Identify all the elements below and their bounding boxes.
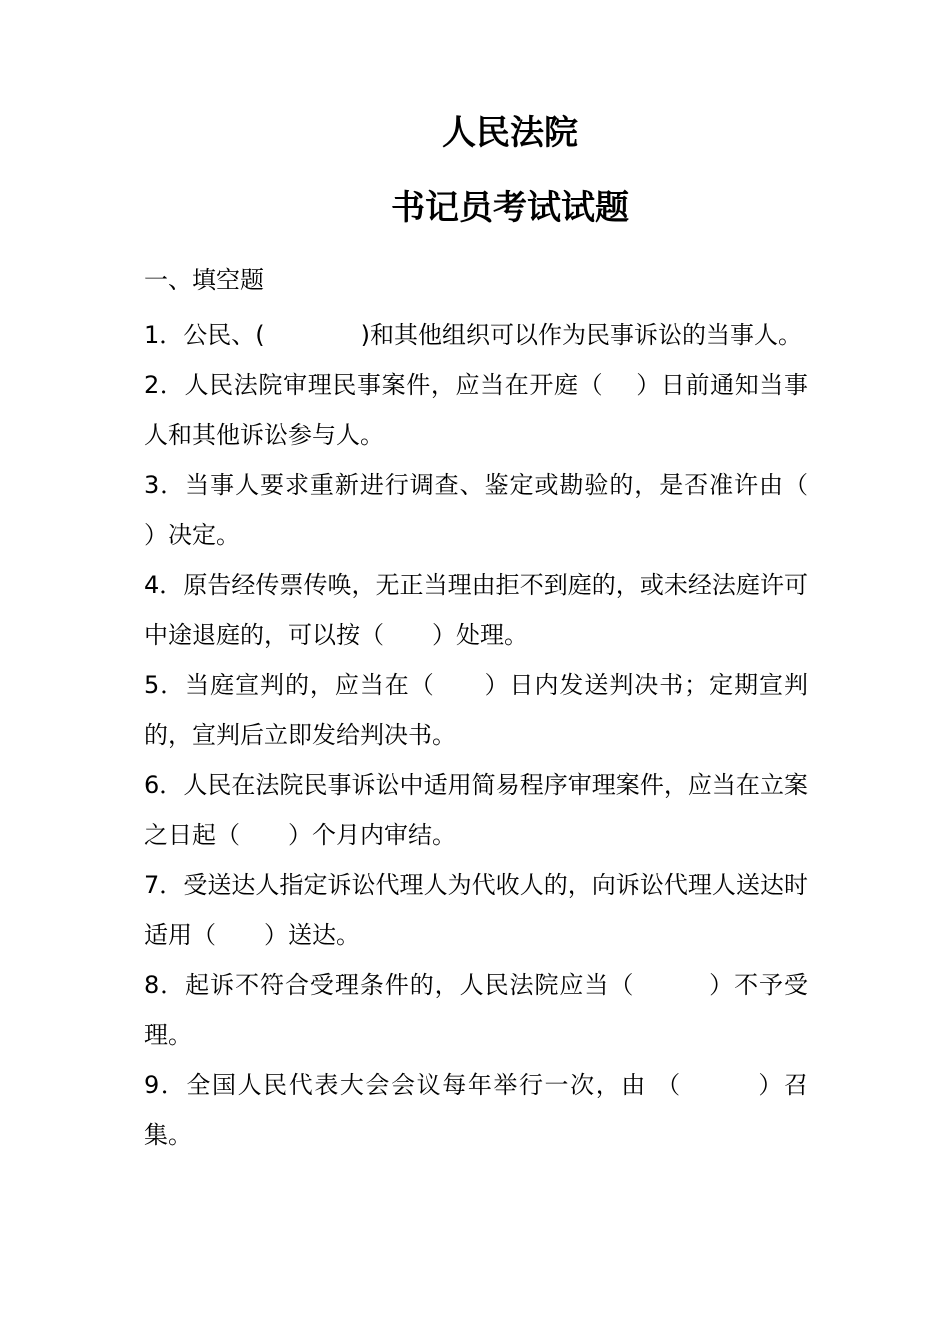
question-list	[144, 310, 880, 1160]
document-title-line2: 书记员考试试题	[391, 188, 629, 228]
question-item: 2．人民法院审理民事案件，应当在开庭（ ）日前通知当事人和其他诉讼参与人。	[144, 371, 808, 449]
question-item: 1．公民、( )和其他组织可以作为民事诉讼的当事人。	[144, 321, 802, 349]
document-title-line1: 人民法院	[442, 113, 578, 153]
section-heading-fill-in-blank: 一、填空题	[144, 266, 264, 294]
question-item: 7．受送达人指定诉讼代理人为代收人的，向诉讼代理人送达时适用（ ）送达。	[144, 871, 808, 949]
question-item: 9．全国人民代表大会会议每年举行一次，由 （ ）召集。	[144, 1071, 808, 1149]
question-item: 3．当事人要求重新进行调查、鉴定或勘验的，是否准许由（ ）决定。	[144, 471, 880, 549]
question-item: 8．起诉不符合受理条件的，人民法院应当（ ）不予受理。	[144, 971, 808, 1049]
question-item: 4．原告经传票传唤，无正当理由拒不到庭的，或未经法庭许可中途退庭的，可以按（ ）处理。	[144, 571, 808, 649]
question-item: 6．人民在法院民事诉讼中适用简易程序审理案件，应当在立案之日起（ ）个月内审结。	[144, 771, 808, 849]
question-item: 5．当庭宣判的，应当在（ ）日内发送判决书；定期宣判的，宣判后立即发给判决书。	[144, 671, 808, 749]
